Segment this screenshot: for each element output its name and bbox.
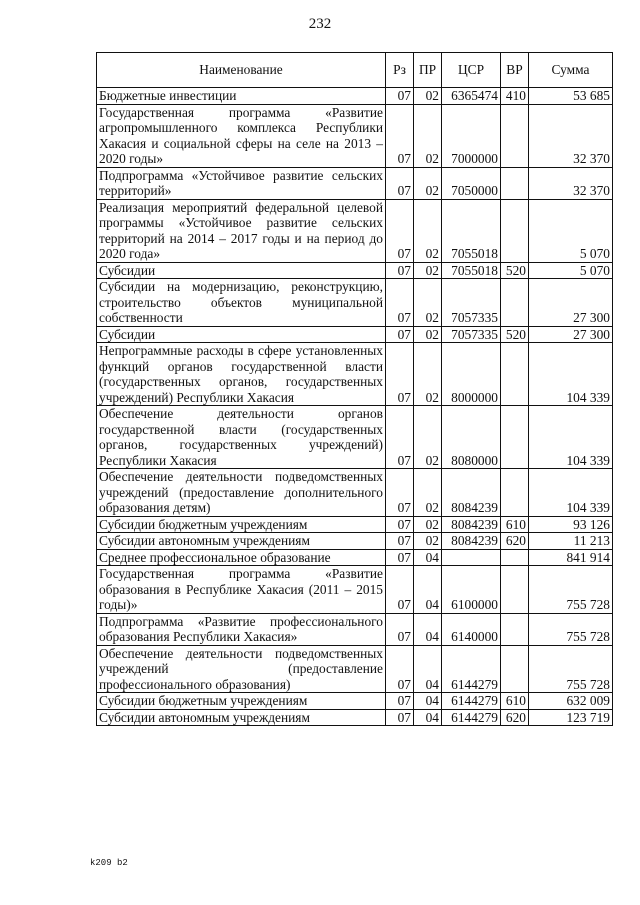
cell-vr: 620 <box>501 533 529 550</box>
table-header <box>97 53 613 88</box>
cell-rz: 07 <box>386 549 414 566</box>
cell-pr: 02 <box>414 533 442 550</box>
cell-csr <box>442 549 501 566</box>
cell-name: Подпрограмма «Развитие профессионального образования Республики Хакасия» <box>97 613 386 645</box>
cell-csr: 8084239 <box>442 469 501 517</box>
cell-sum: 104 339 <box>529 343 613 406</box>
table-row <box>97 533 613 550</box>
cell-rz: 07 <box>386 406 414 469</box>
cell-rz: 07 <box>386 88 414 105</box>
table-row <box>97 199 613 262</box>
table-row <box>97 326 613 343</box>
cell-vr <box>501 406 529 469</box>
cell-csr: 6140000 <box>442 613 501 645</box>
header-pr: ПР <box>414 53 442 88</box>
footer-code: k209 b2 <box>90 858 128 868</box>
cell-pr: 04 <box>414 566 442 614</box>
cell-sum: 104 339 <box>529 406 613 469</box>
cell-name: Обеспечение деятельности органов государственной власти (государственных органов, государственных учреждений) Республики Хакасия <box>97 406 386 469</box>
table-row <box>97 645 613 693</box>
cell-csr: 6365474 <box>442 88 501 105</box>
cell-vr <box>501 199 529 262</box>
cell-vr <box>501 167 529 199</box>
table-row <box>97 549 613 566</box>
cell-pr: 02 <box>414 262 442 279</box>
cell-sum: 11 213 <box>529 533 613 550</box>
table-row <box>97 167 613 199</box>
table-row <box>97 693 613 710</box>
cell-sum: 841 914 <box>529 549 613 566</box>
header-row <box>97 53 613 88</box>
cell-rz: 07 <box>386 104 414 167</box>
cell-name: Государственная программа «Развитие агропромышленного комплекса Республики Хакасия и социальной сферы на селе на 2013 – 2020 годы» <box>97 104 386 167</box>
cell-rz: 07 <box>386 516 414 533</box>
table-row <box>97 262 613 279</box>
cell-vr <box>501 566 529 614</box>
cell-rz: 07 <box>386 566 414 614</box>
header-rz: Рз <box>386 53 414 88</box>
cell-pr: 04 <box>414 693 442 710</box>
cell-pr: 02 <box>414 279 442 327</box>
cell-rz: 07 <box>386 613 414 645</box>
table-row <box>97 88 613 105</box>
table-row <box>97 613 613 645</box>
cell-pr: 02 <box>414 469 442 517</box>
cell-csr: 6144279 <box>442 645 501 693</box>
cell-name: Субсидии автономным учреждениям <box>97 533 386 550</box>
table-row <box>97 566 613 614</box>
cell-pr: 04 <box>414 549 442 566</box>
cell-rz: 07 <box>386 199 414 262</box>
cell-rz: 07 <box>386 533 414 550</box>
cell-csr: 8080000 <box>442 406 501 469</box>
cell-csr: 7057335 <box>442 326 501 343</box>
cell-name: Государственная программа «Развитие образования в Республике Хакасия (2011 – 2015 годы)» <box>97 566 386 614</box>
cell-pr: 02 <box>414 199 442 262</box>
cell-csr: 6100000 <box>442 566 501 614</box>
cell-sum: 93 126 <box>529 516 613 533</box>
table-body <box>97 88 613 726</box>
cell-rz: 07 <box>386 645 414 693</box>
cell-pr: 04 <box>414 709 442 726</box>
header-sum: Сумма <box>529 53 613 88</box>
cell-sum: 53 685 <box>529 88 613 105</box>
cell-vr: 620 <box>501 709 529 726</box>
cell-rz: 07 <box>386 469 414 517</box>
table-row <box>97 406 613 469</box>
cell-sum: 755 728 <box>529 566 613 614</box>
cell-rz: 07 <box>386 343 414 406</box>
cell-vr <box>501 343 529 406</box>
cell-csr: 7055018 <box>442 199 501 262</box>
table-row <box>97 516 613 533</box>
cell-csr: 8084239 <box>442 516 501 533</box>
cell-pr: 02 <box>414 104 442 167</box>
cell-name: Обеспечение деятельности подведомственных учреждений (предоставление профессионального образования) <box>97 645 386 693</box>
table-row <box>97 279 613 327</box>
cell-pr: 02 <box>414 326 442 343</box>
cell-sum: 755 728 <box>529 613 613 645</box>
cell-rz: 07 <box>386 693 414 710</box>
cell-name: Непрограммные расходы в сфере установленных функций органов государственной власти (государственных органов, государственных учреждений) Республики Хакасия <box>97 343 386 406</box>
header-name: Наименование <box>97 53 386 88</box>
cell-sum: 32 370 <box>529 167 613 199</box>
cell-sum: 5 070 <box>529 199 613 262</box>
cell-vr: 520 <box>501 326 529 343</box>
cell-sum: 5 070 <box>529 262 613 279</box>
cell-sum: 27 300 <box>529 326 613 343</box>
cell-name: Реализация мероприятий федеральной целевой программы «Устойчивое развитие сельских территорий на 2014 – 2017 годы и на период до 2020 года» <box>97 199 386 262</box>
cell-name: Обеспечение деятельности подведомственных учреждений (предоставление дополнительного образования детям) <box>97 469 386 517</box>
cell-name: Субсидии бюджетным учреждениям <box>97 516 386 533</box>
cell-vr <box>501 645 529 693</box>
cell-csr: 7057335 <box>442 279 501 327</box>
cell-pr: 04 <box>414 645 442 693</box>
cell-csr: 7055018 <box>442 262 501 279</box>
cell-rz: 07 <box>386 709 414 726</box>
cell-sum: 104 339 <box>529 469 613 517</box>
table-row <box>97 343 613 406</box>
cell-sum: 27 300 <box>529 279 613 327</box>
cell-name: Субсидии автономным учреждениям <box>97 709 386 726</box>
cell-vr <box>501 279 529 327</box>
cell-csr: 6144279 <box>442 693 501 710</box>
cell-rz: 07 <box>386 279 414 327</box>
header-csr: ЦСР <box>442 53 501 88</box>
table-row <box>97 469 613 517</box>
cell-csr: 8000000 <box>442 343 501 406</box>
cell-pr: 04 <box>414 613 442 645</box>
budget-table <box>96 52 613 726</box>
cell-rz: 07 <box>386 262 414 279</box>
cell-name: Среднее профессиональное образование <box>97 549 386 566</box>
cell-pr: 02 <box>414 167 442 199</box>
table-row <box>97 104 613 167</box>
cell-rz: 07 <box>386 167 414 199</box>
cell-pr: 02 <box>414 406 442 469</box>
cell-csr: 7050000 <box>442 167 501 199</box>
cell-vr <box>501 549 529 566</box>
cell-csr: 7000000 <box>442 104 501 167</box>
header-vr: ВР <box>501 53 529 88</box>
cell-pr: 02 <box>414 343 442 406</box>
cell-vr <box>501 469 529 517</box>
cell-rz: 07 <box>386 326 414 343</box>
cell-csr: 8084239 <box>442 533 501 550</box>
cell-name: Субсидии <box>97 326 386 343</box>
page-number: 232 <box>308 16 332 32</box>
cell-vr: 610 <box>501 516 529 533</box>
cell-vr: 410 <box>501 88 529 105</box>
cell-pr: 02 <box>414 88 442 105</box>
cell-vr <box>501 104 529 167</box>
table-row <box>97 709 613 726</box>
cell-csr: 6144279 <box>442 709 501 726</box>
cell-sum: 632 009 <box>529 693 613 710</box>
cell-name: Бюджетные инвестиции <box>97 88 386 105</box>
cell-name: Подпрограмма «Устойчивое развитие сельских территорий» <box>97 167 386 199</box>
cell-sum: 123 719 <box>529 709 613 726</box>
cell-pr: 02 <box>414 516 442 533</box>
cell-name: Субсидии бюджетным учреждениям <box>97 693 386 710</box>
cell-vr <box>501 613 529 645</box>
cell-name: Субсидии на модернизацию, реконструкцию, строительство объектов муниципальной собственности <box>97 279 386 327</box>
cell-sum: 755 728 <box>529 645 613 693</box>
cell-name: Субсидии <box>97 262 386 279</box>
cell-vr: 610 <box>501 693 529 710</box>
cell-sum: 32 370 <box>529 104 613 167</box>
cell-vr: 520 <box>501 262 529 279</box>
